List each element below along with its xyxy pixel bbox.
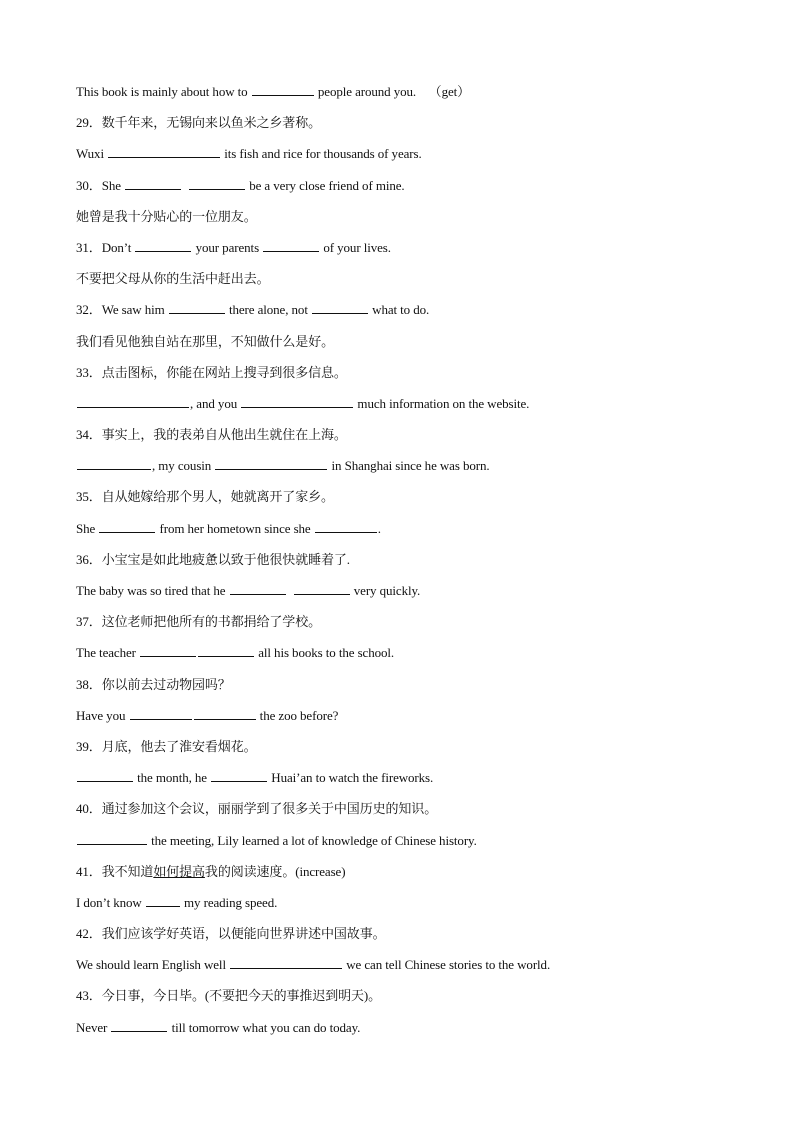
question-40-english: the meeting, Lily learned a lot of knowledge of Chinese history. [76,831,736,862]
question-36-chinese: 36．小宝宝是如此地疲惫以致于他很快就睡着了. [76,551,350,567]
question-35-english: She from her hometown since she . [76,520,381,536]
answer-blank[interactable] [77,395,189,408]
question-32-chinese: 我们看见他独自站在那里，不知做什么是好。 [76,333,335,349]
answer-blank[interactable] [99,520,155,533]
question-41-chinese: 41．我不知道如何提高我的阅读速度。(increase) [76,863,346,879]
answer-blank[interactable] [169,301,225,314]
answer-blank[interactable] [130,707,192,720]
question-43-chinese: 43．今日事，今日毕。(不要把今天的事推迟到明天)。 [76,988,382,1004]
answer-blank[interactable] [315,520,377,533]
answer-blank[interactable] [263,239,319,252]
question-41-english: I don’t know my reading speed. [76,894,278,910]
answer-blank[interactable] [108,145,220,158]
answer-blank[interactable] [241,395,353,408]
answer-blank[interactable] [77,769,133,782]
answer-blank[interactable] [252,83,314,96]
question-31-chinese: 不要把父母从你的生活中赶出去。 [76,271,270,287]
answer-blank[interactable] [189,177,245,190]
question-32-english: 32．We saw him there alone, not what to do. [76,302,430,318]
question-31-english: 31．Don’t your parents of your lives. [76,239,391,255]
answer-blank[interactable] [198,644,254,657]
question-30-chinese: 她曾是我十分贴心的一位朋友。 [76,208,257,224]
underlined-phrase: 如何提高 [153,863,205,879]
question-43-english: Never till tomorrow what you can do today. [76,1019,361,1035]
question-42-english: We should learn English well we can tell Chinese stories to the world. [76,957,551,973]
answer-blank[interactable] [294,582,350,595]
question-33-chinese: 33．点击图标，你能在网站上搜寻到很多信息。 [76,364,347,380]
question-29-english: Wuxi its fish and rice for thousands of years. [76,146,422,162]
answer-blank[interactable] [194,707,256,720]
question-38-english: Have you the zoo before? [76,707,339,723]
question-35-chinese: 35．自从她嫁给那个男人，她就离开了家乡。 [76,489,334,505]
worksheet-page [76,82,736,1049]
answer-blank[interactable] [211,769,267,782]
question-30-english: 30．She be a very close friend of mine. [76,177,405,193]
sentence-28-english: This book is mainly about how to people around you. （get） [76,84,471,99]
answer-blank[interactable] [125,177,181,190]
answer-blank[interactable] [146,894,180,907]
answer-blank[interactable] [312,301,368,314]
question-39-chinese: 39．月底，他去了淮安看烟花。 [76,738,257,754]
question-33-english: , and you much information on the website. [76,394,736,425]
question-42-chinese: 42．我们应该学好英语，以便能向世界讲述中国故事。 [76,926,386,942]
answer-blank[interactable] [230,956,342,969]
answer-blank[interactable] [215,457,327,470]
answer-blank[interactable] [111,1019,167,1032]
question-37-english: The teacher all his books to the school. [76,645,395,661]
question-34-english: , my cousin in Shanghai since he was born. [76,456,736,487]
answer-blank[interactable] [135,239,191,252]
question-37-chinese: 37．这位老师把他所有的书都捐给了学校。 [76,614,322,630]
question-38-chinese: 38．你以前去过动物园吗？ [76,676,231,692]
answer-blank[interactable] [140,644,196,657]
question-36-english: The baby was so tired that he very quickly. [76,583,421,598]
answer-blank[interactable] [77,457,151,470]
question-29-chinese: 29．数千年来，无锡向来以鱼米之乡著称。 [76,115,322,131]
question-34-chinese: 34．事实上，我的表弟自从他出生就住在上海。 [76,427,347,443]
answer-blank[interactable] [77,832,147,845]
question-39-english: the month, he Huai’an to watch the fireworks. [76,768,736,799]
question-40-chinese: 40．通过参加这个会议，丽丽学到了很多关于中国历史的知识。 [76,801,438,817]
answer-blank[interactable] [230,582,286,595]
